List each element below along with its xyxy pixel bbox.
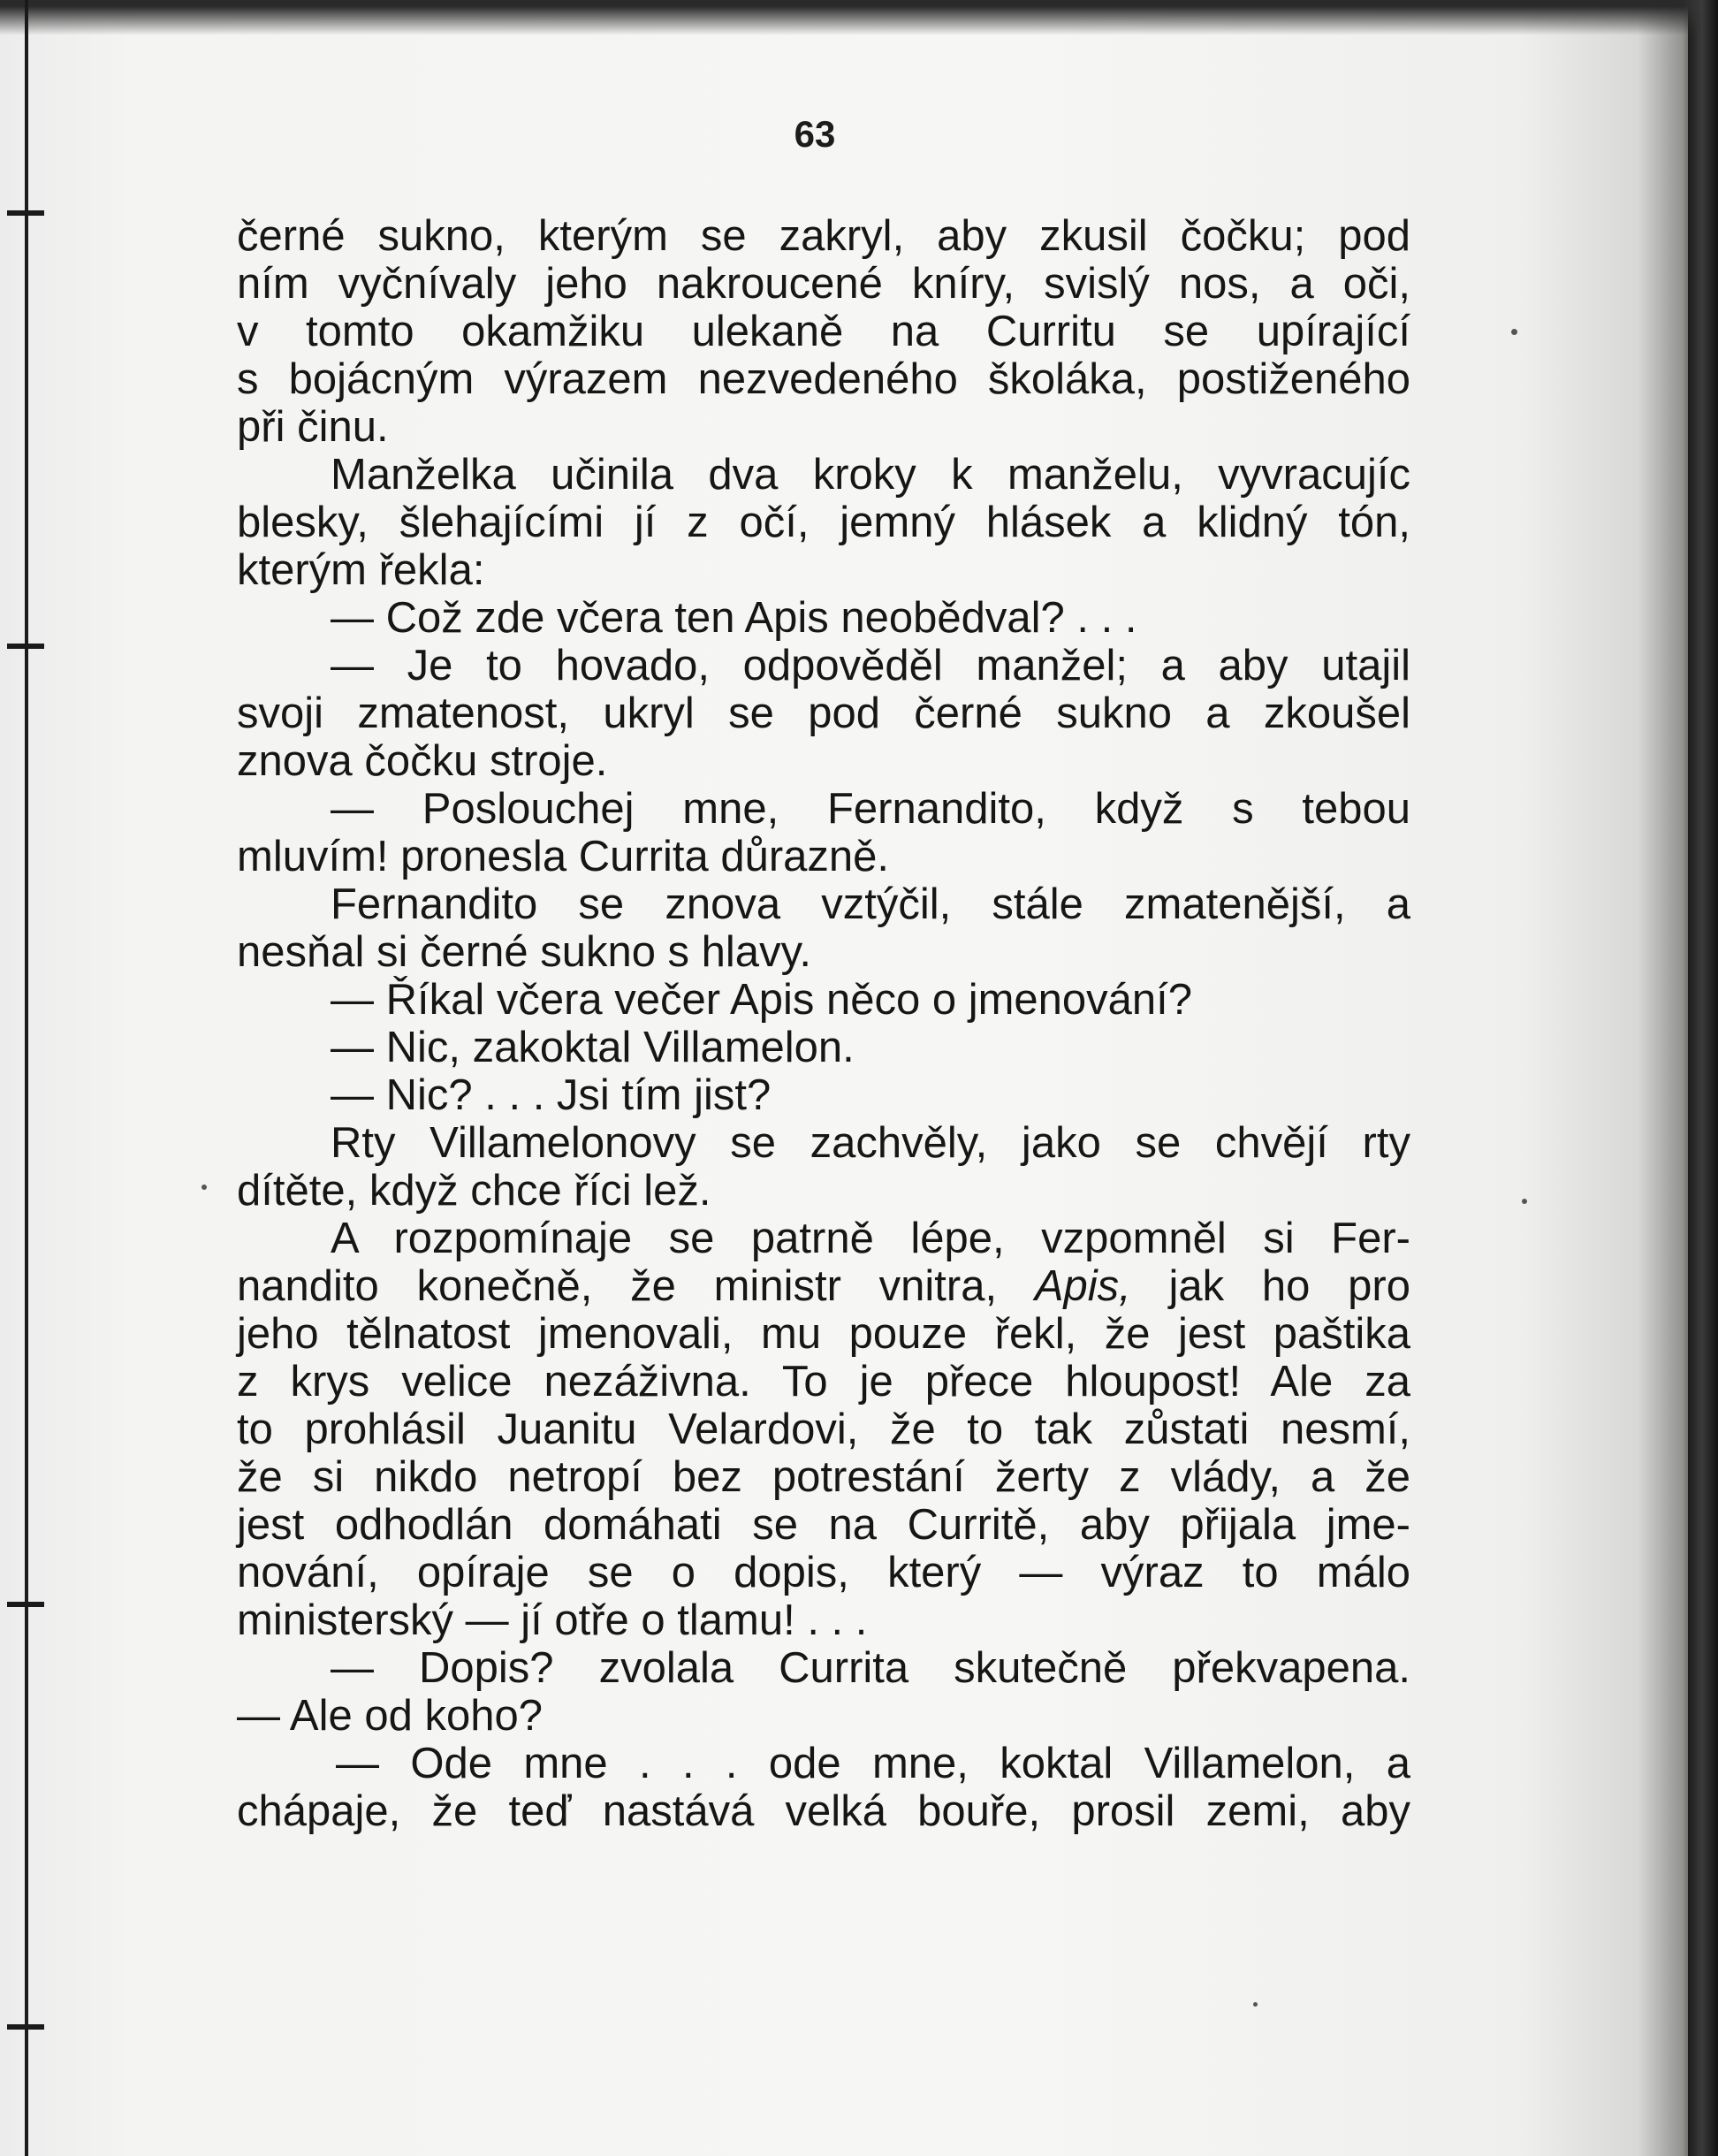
line-apis-after: jak ho pro <box>1168 1262 1410 1310</box>
text-line: — Dopis? zvolala Currita skutečně překvapena. <box>331 1644 1410 1692</box>
text-line: — Poslouchej mne, Fernandito, když s tebou <box>331 785 1410 833</box>
dust-speck <box>1522 1199 1527 1204</box>
text-line: — Ode mne . . . ode mne, koktal Villamelon, a <box>336 1740 1410 1787</box>
text-line: chápaje, že teď nastává velká bouře, prosil zemi, aby <box>237 1787 1410 1835</box>
text-line: že si nikdo netropí bez potrestání žerty z vlády, a že <box>237 1453 1410 1501</box>
text-line: ním vyčnívaly jeho nakroucené kníry, svislý nos, a oči, <box>237 260 1410 308</box>
text-line: černé sukno, kterým se zakryl, aby zkusil čočku; pod <box>237 212 1410 260</box>
text-line: při činu. <box>237 403 389 451</box>
text-line: — Což zde včera ten Apis neobědval? . . . <box>331 594 1137 642</box>
text-line: z krys velice nezáživna. To je přece hloupost! Ale za <box>237 1358 1410 1406</box>
line-apis-before: nandito konečně, že ministr vnitra, <box>237 1262 998 1310</box>
text-line: s bojácným výrazem nezvedeného školáka, postiženého <box>237 355 1410 403</box>
body-text <box>237 212 1410 1835</box>
text-line: — Ale od koho? <box>237 1692 543 1740</box>
binding-mark <box>7 2024 44 2030</box>
text-line: dítěte, když chce říci lež. <box>237 1167 711 1215</box>
text-line: Rty Villamelonovy se zachvěly, jako se chvějí rty <box>331 1119 1410 1167</box>
binding-mark <box>7 1602 44 1607</box>
text-line: ministerský — jí otře o tlamu! . . . <box>237 1596 868 1644</box>
page-number: 63 <box>794 113 836 155</box>
binding-mark <box>7 644 44 649</box>
text-line: — Říkal včera večer Apis něco o jmenování? <box>331 976 1193 1024</box>
left-margin-rule <box>25 0 28 2156</box>
text-line: to prohlásil Juanitu Velardovi, že to tak zůstati nesmí, <box>237 1406 1410 1453</box>
text-line: mluvím! pronesla Currita důrazně. <box>237 833 890 880</box>
right-page-edge <box>1683 0 1718 2156</box>
text-line: jest odhodlán domáhati se na Curritě, aby přijala jme- <box>237 1501 1410 1549</box>
text-line: — Je to hovado, odpověděl manžel; a aby utajil <box>331 642 1410 689</box>
binding-mark <box>7 210 44 216</box>
text-line: nování, opíraje se o dopis, který — výraz to málo <box>237 1549 1410 1596</box>
text-line: Fernandito se znova vztýčil, stále zmatenější, a <box>331 880 1410 928</box>
text-line: blesky, šlehajícími jí z očí, jemný hlásek a klidný tón, <box>237 499 1410 546</box>
text-line: v tomto okamžiku ulekaně na Curritu se upírající <box>237 308 1410 355</box>
line-apis-italic: Apis, <box>1034 1262 1131 1310</box>
dust-speck <box>1253 2002 1258 2007</box>
text-line: — Nic, zakoktal Villamelon. <box>331 1024 855 1071</box>
text-line: A rozpomínaje se patrně lépe, vzpomněl si Fer- <box>331 1215 1410 1262</box>
top-edge-shadow <box>0 0 1718 35</box>
text-line: — Nic? . . . Jsi tím jist? <box>331 1071 772 1119</box>
text-line: jeho tělnatost jmenovali, mu pouze řekl, že jest paštika <box>237 1310 1410 1358</box>
text-line-apis <box>237 1262 1410 1310</box>
text-line: kterým řekla: <box>237 546 485 594</box>
dust-speck <box>1511 329 1517 335</box>
text-line: svoji zmatenost, ukryl se pod černé sukno a zkoušel <box>237 689 1410 737</box>
text-line: znova čočku stroje. <box>237 737 608 785</box>
dust-speck <box>201 1185 207 1190</box>
text-line: Manželka učinila dva kroky k manželu, vyvracujíc <box>331 451 1410 499</box>
text-line: nesňal si černé sukno s hlavy. <box>237 928 812 976</box>
